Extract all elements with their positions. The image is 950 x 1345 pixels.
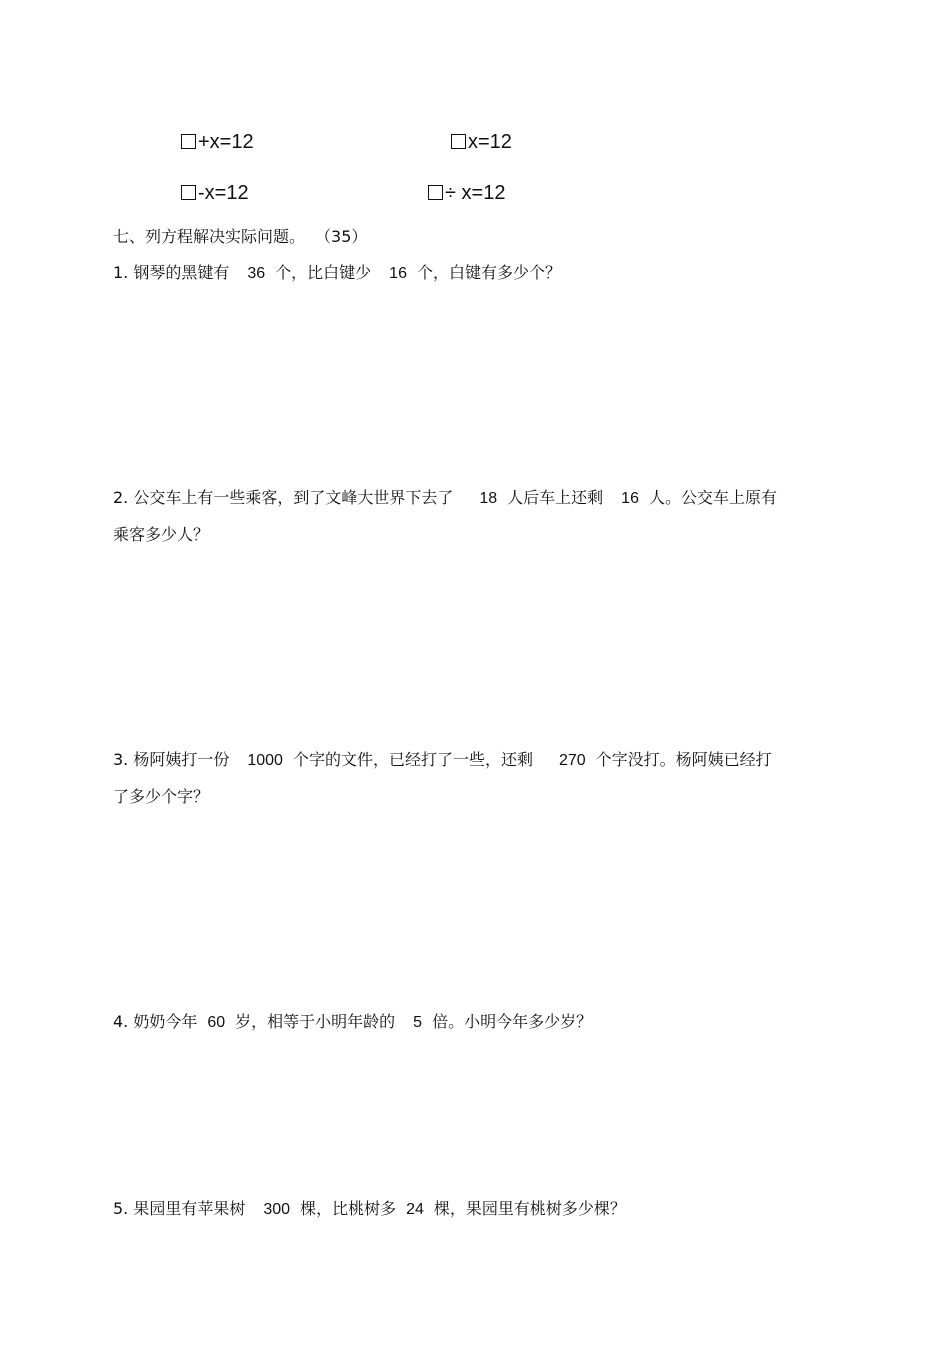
problem-3 <box>113 749 772 772</box>
problem-3-text-b: 个字的文件，已经打了一些，还剩 <box>292 750 533 769</box>
problem-4-number-1: 60 <box>207 1014 226 1031</box>
equation-4-text: ÷ x=12 <box>445 182 506 204</box>
problem-5-text-a: 5. 果园里有苹果树 <box>113 1199 246 1218</box>
section-score: （35） <box>315 227 368 246</box>
equation-3-text: -x=12 <box>198 182 249 204</box>
blank-box-icon <box>181 134 196 149</box>
equation-1-text: +x=12 <box>198 131 254 153</box>
problem-5-number-2: 24 <box>406 1201 424 1218</box>
problem-3-text-c: 个字没打。杨阿姨已经打 <box>595 750 772 769</box>
problem-1-text-a: 1. 钢琴的黑键有 <box>113 263 230 282</box>
problem-3-continuation <box>113 786 209 808</box>
problem-2-text-b: 人后车上还剩 <box>507 488 604 507</box>
problem-2-number-2: 16 <box>621 490 639 507</box>
equation-2 <box>451 130 512 154</box>
problem-4-text-a: 4. 奶奶今年 <box>113 1012 198 1031</box>
blank-box-icon <box>451 134 466 149</box>
problem-5-text-b: 棵，比桃树多 <box>300 1199 397 1218</box>
equation-3 <box>181 181 249 205</box>
blank-box-icon <box>428 185 443 200</box>
problem-4-text-c: 倍。小明今年多少岁？ <box>432 1012 593 1031</box>
problem-3-number-2: 270 <box>558 752 586 769</box>
equation-1 <box>181 130 254 154</box>
problem-1-text-b: 个，比白键少 <box>275 263 372 282</box>
problem-3-number-1: 1000 <box>247 752 283 769</box>
problem-1 <box>113 262 561 285</box>
equation-4 <box>428 181 505 205</box>
section-title: 七、列方程解决实际问题。 <box>113 227 306 246</box>
problem-4 <box>113 1011 592 1034</box>
problem-2-text-line2: 乘客多少人？ <box>113 525 210 544</box>
problem-1-text-c: 个，白键有多少个？ <box>416 263 561 282</box>
problem-2 <box>113 487 777 510</box>
problem-3-text-a: 3. 杨阿姨打一份 <box>113 750 230 769</box>
problem-2-text-c: 人。公交车上原有 <box>648 488 777 507</box>
section-heading <box>113 226 367 248</box>
blank-box-icon <box>181 185 196 200</box>
problem-2-continuation <box>113 524 209 546</box>
equation-2-text: x=12 <box>468 131 512 153</box>
problem-5 <box>113 1198 626 1221</box>
problem-5-text-c: 棵，果园里有桃树多少棵？ <box>433 1199 626 1218</box>
problem-2-text-a: 2. 公交车上有一些乘客，到了文峰大世界下去了 <box>113 488 454 507</box>
problem-4-text-b: 岁，相等于小明年龄的 <box>235 1012 396 1031</box>
problem-1-number-1: 36 <box>247 265 266 282</box>
problem-1-number-2: 16 <box>389 265 407 282</box>
problem-2-number-1: 18 <box>479 490 498 507</box>
problem-3-text-line2: 了多少个字？ <box>113 787 210 806</box>
problem-5-number-1: 300 <box>263 1201 291 1218</box>
problem-4-number-2: 5 <box>413 1014 423 1031</box>
